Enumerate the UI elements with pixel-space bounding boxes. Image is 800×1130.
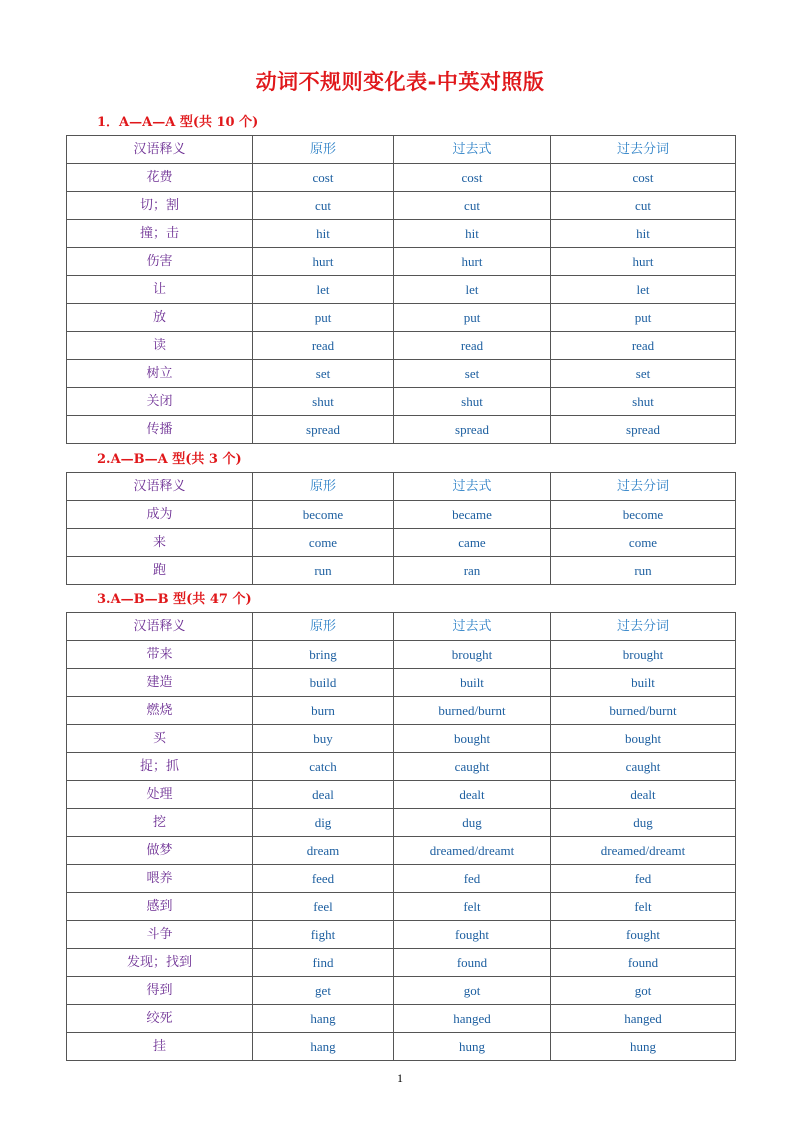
cell-past-tense: hit xyxy=(394,220,551,248)
table-row xyxy=(67,304,736,332)
cell-past-tense: cut xyxy=(394,192,551,220)
cell-meaning: 斗争 xyxy=(67,921,253,949)
table-row xyxy=(67,332,736,360)
cell-base-form: spread xyxy=(253,416,394,444)
table-row xyxy=(67,529,736,557)
column-header-past-tense: 过去式 xyxy=(394,473,551,501)
table-row xyxy=(67,669,736,697)
cell-base-form: set xyxy=(253,360,394,388)
column-header-past-participle: 过去分词 xyxy=(551,136,736,164)
cell-meaning: 花费 xyxy=(67,164,253,192)
table-row xyxy=(67,388,736,416)
cell-meaning: 来 xyxy=(67,529,253,557)
cell-meaning: 发现；找到 xyxy=(67,949,253,977)
cell-meaning: 成为 xyxy=(67,501,253,529)
cell-base-form: become xyxy=(253,501,394,529)
cell-past-tense: cost xyxy=(394,164,551,192)
table-header-row xyxy=(67,613,736,641)
cell-past-tense: set xyxy=(394,360,551,388)
cell-past-participle: cost xyxy=(551,164,736,192)
cell-past-participle: come xyxy=(551,529,736,557)
cell-base-form: bring xyxy=(253,641,394,669)
cell-meaning: 做梦 xyxy=(67,837,253,865)
cell-meaning: 撞；击 xyxy=(67,220,253,248)
cell-meaning: 燃烧 xyxy=(67,697,253,725)
cell-meaning: 关闭 xyxy=(67,388,253,416)
cell-base-form: dig xyxy=(253,809,394,837)
table-row xyxy=(67,164,736,192)
cell-past-participle: hanged xyxy=(551,1005,736,1033)
page-number: 1 xyxy=(397,1071,403,1085)
column-header-past-participle: 过去分词 xyxy=(551,473,736,501)
cell-past-participle: caught xyxy=(551,753,736,781)
cell-meaning: 挖 xyxy=(67,809,253,837)
cell-base-form: deal xyxy=(253,781,394,809)
table-row xyxy=(67,893,736,921)
table-row xyxy=(67,1033,736,1061)
cell-past-tense: fed xyxy=(394,865,551,893)
cell-base-form: fight xyxy=(253,921,394,949)
cell-meaning: 得到 xyxy=(67,977,253,1005)
cell-meaning: 放 xyxy=(67,304,253,332)
cell-past-tense: hung xyxy=(394,1033,551,1061)
cell-base-form: cut xyxy=(253,192,394,220)
cell-meaning: 喂养 xyxy=(67,865,253,893)
cell-past-tense: let xyxy=(394,276,551,304)
cell-past-participle: fought xyxy=(551,921,736,949)
cell-past-participle: dreamed/dreamt xyxy=(551,837,736,865)
table-row xyxy=(67,276,736,304)
cell-past-participle: let xyxy=(551,276,736,304)
cell-meaning: 切；割 xyxy=(67,192,253,220)
table-row xyxy=(67,641,736,669)
table-row xyxy=(67,360,736,388)
cell-past-tense: fought xyxy=(394,921,551,949)
cell-base-form: hit xyxy=(253,220,394,248)
section-heading-aba: 2.A—B—A 型(共 3 个) xyxy=(97,452,242,467)
cell-past-participle: burned/burnt xyxy=(551,697,736,725)
cell-past-participle: read xyxy=(551,332,736,360)
section-heading-abb: 3.A—B—B 型(共 47 个) xyxy=(97,592,252,607)
table-row xyxy=(67,697,736,725)
column-header-base-form: 原形 xyxy=(253,473,394,501)
cell-base-form: cost xyxy=(253,164,394,192)
column-header-past-tense: 过去式 xyxy=(394,136,551,164)
cell-base-form: come xyxy=(253,529,394,557)
verb-table-abb xyxy=(66,612,736,1061)
cell-meaning: 跑 xyxy=(67,557,253,585)
cell-past-participle: found xyxy=(551,949,736,977)
table-row xyxy=(67,725,736,753)
cell-past-tense: found xyxy=(394,949,551,977)
cell-past-participle: fed xyxy=(551,865,736,893)
cell-past-tense: read xyxy=(394,332,551,360)
column-header-meaning: 汉语释义 xyxy=(67,473,253,501)
cell-past-tense: ran xyxy=(394,557,551,585)
table-row xyxy=(67,220,736,248)
cell-past-participle: bought xyxy=(551,725,736,753)
table-row xyxy=(67,1005,736,1033)
cell-meaning: 传播 xyxy=(67,416,253,444)
cell-past-tense: dreamed/dreamt xyxy=(394,837,551,865)
cell-past-tense: felt xyxy=(394,893,551,921)
cell-past-tense: caught xyxy=(394,753,551,781)
cell-past-participle: become xyxy=(551,501,736,529)
cell-base-form: buy xyxy=(253,725,394,753)
cell-past-tense: put xyxy=(394,304,551,332)
cell-base-form: let xyxy=(253,276,394,304)
table-row xyxy=(67,865,736,893)
cell-past-tense: got xyxy=(394,977,551,1005)
cell-meaning: 处理 xyxy=(67,781,253,809)
cell-base-form: read xyxy=(253,332,394,360)
cell-past-participle: dealt xyxy=(551,781,736,809)
cell-meaning: 让 xyxy=(67,276,253,304)
cell-base-form: catch xyxy=(253,753,394,781)
document-title: 动词不规则变化表-中英对照版 xyxy=(255,70,545,94)
cell-past-participle: brought xyxy=(551,641,736,669)
table-row xyxy=(67,192,736,220)
cell-past-participle: put xyxy=(551,304,736,332)
cell-base-form: build xyxy=(253,669,394,697)
cell-past-participle: spread xyxy=(551,416,736,444)
table-row xyxy=(67,501,736,529)
column-header-base-form: 原形 xyxy=(253,136,394,164)
table-row xyxy=(67,248,736,276)
cell-base-form: hang xyxy=(253,1033,394,1061)
cell-past-tense: came xyxy=(394,529,551,557)
cell-meaning: 买 xyxy=(67,725,253,753)
cell-base-form: shut xyxy=(253,388,394,416)
cell-past-participle: shut xyxy=(551,388,736,416)
cell-base-form: burn xyxy=(253,697,394,725)
cell-past-tense: hurt xyxy=(394,248,551,276)
cell-meaning: 捉；抓 xyxy=(67,753,253,781)
column-header-meaning: 汉语释义 xyxy=(67,613,253,641)
cell-past-tense: dealt xyxy=(394,781,551,809)
table-header-row xyxy=(67,473,736,501)
cell-meaning: 树立 xyxy=(67,360,253,388)
cell-past-participle: got xyxy=(551,977,736,1005)
table-row xyxy=(67,977,736,1005)
verb-table-aba xyxy=(66,472,736,585)
cell-base-form: hurt xyxy=(253,248,394,276)
column-header-past-tense: 过去式 xyxy=(394,613,551,641)
cell-base-form: put xyxy=(253,304,394,332)
cell-past-participle: built xyxy=(551,669,736,697)
cell-past-tense: dug xyxy=(394,809,551,837)
cell-base-form: feel xyxy=(253,893,394,921)
cell-past-tense: hanged xyxy=(394,1005,551,1033)
table-row xyxy=(67,557,736,585)
cell-meaning: 建造 xyxy=(67,669,253,697)
cell-past-participle: run xyxy=(551,557,736,585)
cell-past-participle: cut xyxy=(551,192,736,220)
cell-past-tense: burned/burnt xyxy=(394,697,551,725)
cell-past-tense: spread xyxy=(394,416,551,444)
cell-base-form: run xyxy=(253,557,394,585)
cell-past-participle: dug xyxy=(551,809,736,837)
column-header-past-participle: 过去分词 xyxy=(551,613,736,641)
table-row xyxy=(67,781,736,809)
cell-past-participle: felt xyxy=(551,893,736,921)
cell-past-tense: shut xyxy=(394,388,551,416)
cell-base-form: find xyxy=(253,949,394,977)
cell-past-participle: hit xyxy=(551,220,736,248)
verb-table-aaa xyxy=(66,135,736,444)
section-heading-aaa: 1．A—A—A 型(共 10 个) xyxy=(97,115,259,130)
table-row xyxy=(67,416,736,444)
cell-past-tense: brought xyxy=(394,641,551,669)
cell-past-tense: bought xyxy=(394,725,551,753)
cell-past-participle: set xyxy=(551,360,736,388)
column-header-meaning: 汉语释义 xyxy=(67,136,253,164)
table-row xyxy=(67,949,736,977)
cell-past-participle: hung xyxy=(551,1033,736,1061)
cell-meaning: 读 xyxy=(67,332,253,360)
cell-base-form: feed xyxy=(253,865,394,893)
table-row xyxy=(67,837,736,865)
cell-past-tense: built xyxy=(394,669,551,697)
cell-base-form: hang xyxy=(253,1005,394,1033)
table-row xyxy=(67,809,736,837)
cell-base-form: dream xyxy=(253,837,394,865)
cell-past-tense: became xyxy=(394,501,551,529)
cell-past-participle: hurt xyxy=(551,248,736,276)
table-row xyxy=(67,921,736,949)
cell-meaning: 挂 xyxy=(67,1033,253,1061)
cell-meaning: 绞死 xyxy=(67,1005,253,1033)
table-row xyxy=(67,753,736,781)
cell-meaning: 带来 xyxy=(67,641,253,669)
column-header-base-form: 原形 xyxy=(253,613,394,641)
cell-meaning: 伤害 xyxy=(67,248,253,276)
cell-meaning: 感到 xyxy=(67,893,253,921)
cell-base-form: get xyxy=(253,977,394,1005)
table-header-row xyxy=(67,136,736,164)
